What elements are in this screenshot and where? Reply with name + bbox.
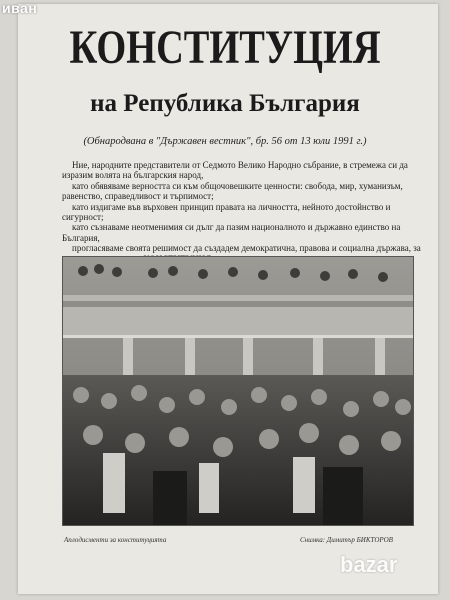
promulgation-note: (Обнародвана в "Държавен вестник", бр. 56 от 13 юли 1991 г.) <box>83 136 367 147</box>
preamble <box>62 160 434 264</box>
preamble-paragraph: като съзнаваме неотменимия си дълг да пазим националното и държавно единство на България, <box>62 222 401 243</box>
preamble-paragraph: като издигаме във върховен принцип правата на личността, нейното достойнство и сигурност; <box>62 201 391 223</box>
user-watermark: иван <box>2 0 38 16</box>
photo-credit: Снимка: Димитър БИКТОРОВ <box>300 536 393 544</box>
photo-caption: Аплодисменти за конституцията <box>64 536 167 544</box>
document-title: КОНСТИТУЦИЯ <box>69 21 381 74</box>
bazar-logo: bazar <box>340 552 398 577</box>
preamble-paragraph: Ние, народните представители от Седмото Велико Народно събрание, в стремежа си да изразим волята на българския народ, <box>62 160 408 181</box>
preamble-paragraph: като обявяваме верността си към общочовешките ценности: свобода, мир, хуманизъм, равенство, справедливост и търпимост; <box>62 180 403 202</box>
assembly-photo <box>62 256 414 526</box>
preamble-paragraph: прогласяваме своята решимост да създадем демократична, правова и социална държава, за <box>72 243 421 254</box>
document-subtitle: на Република България <box>90 90 360 117</box>
